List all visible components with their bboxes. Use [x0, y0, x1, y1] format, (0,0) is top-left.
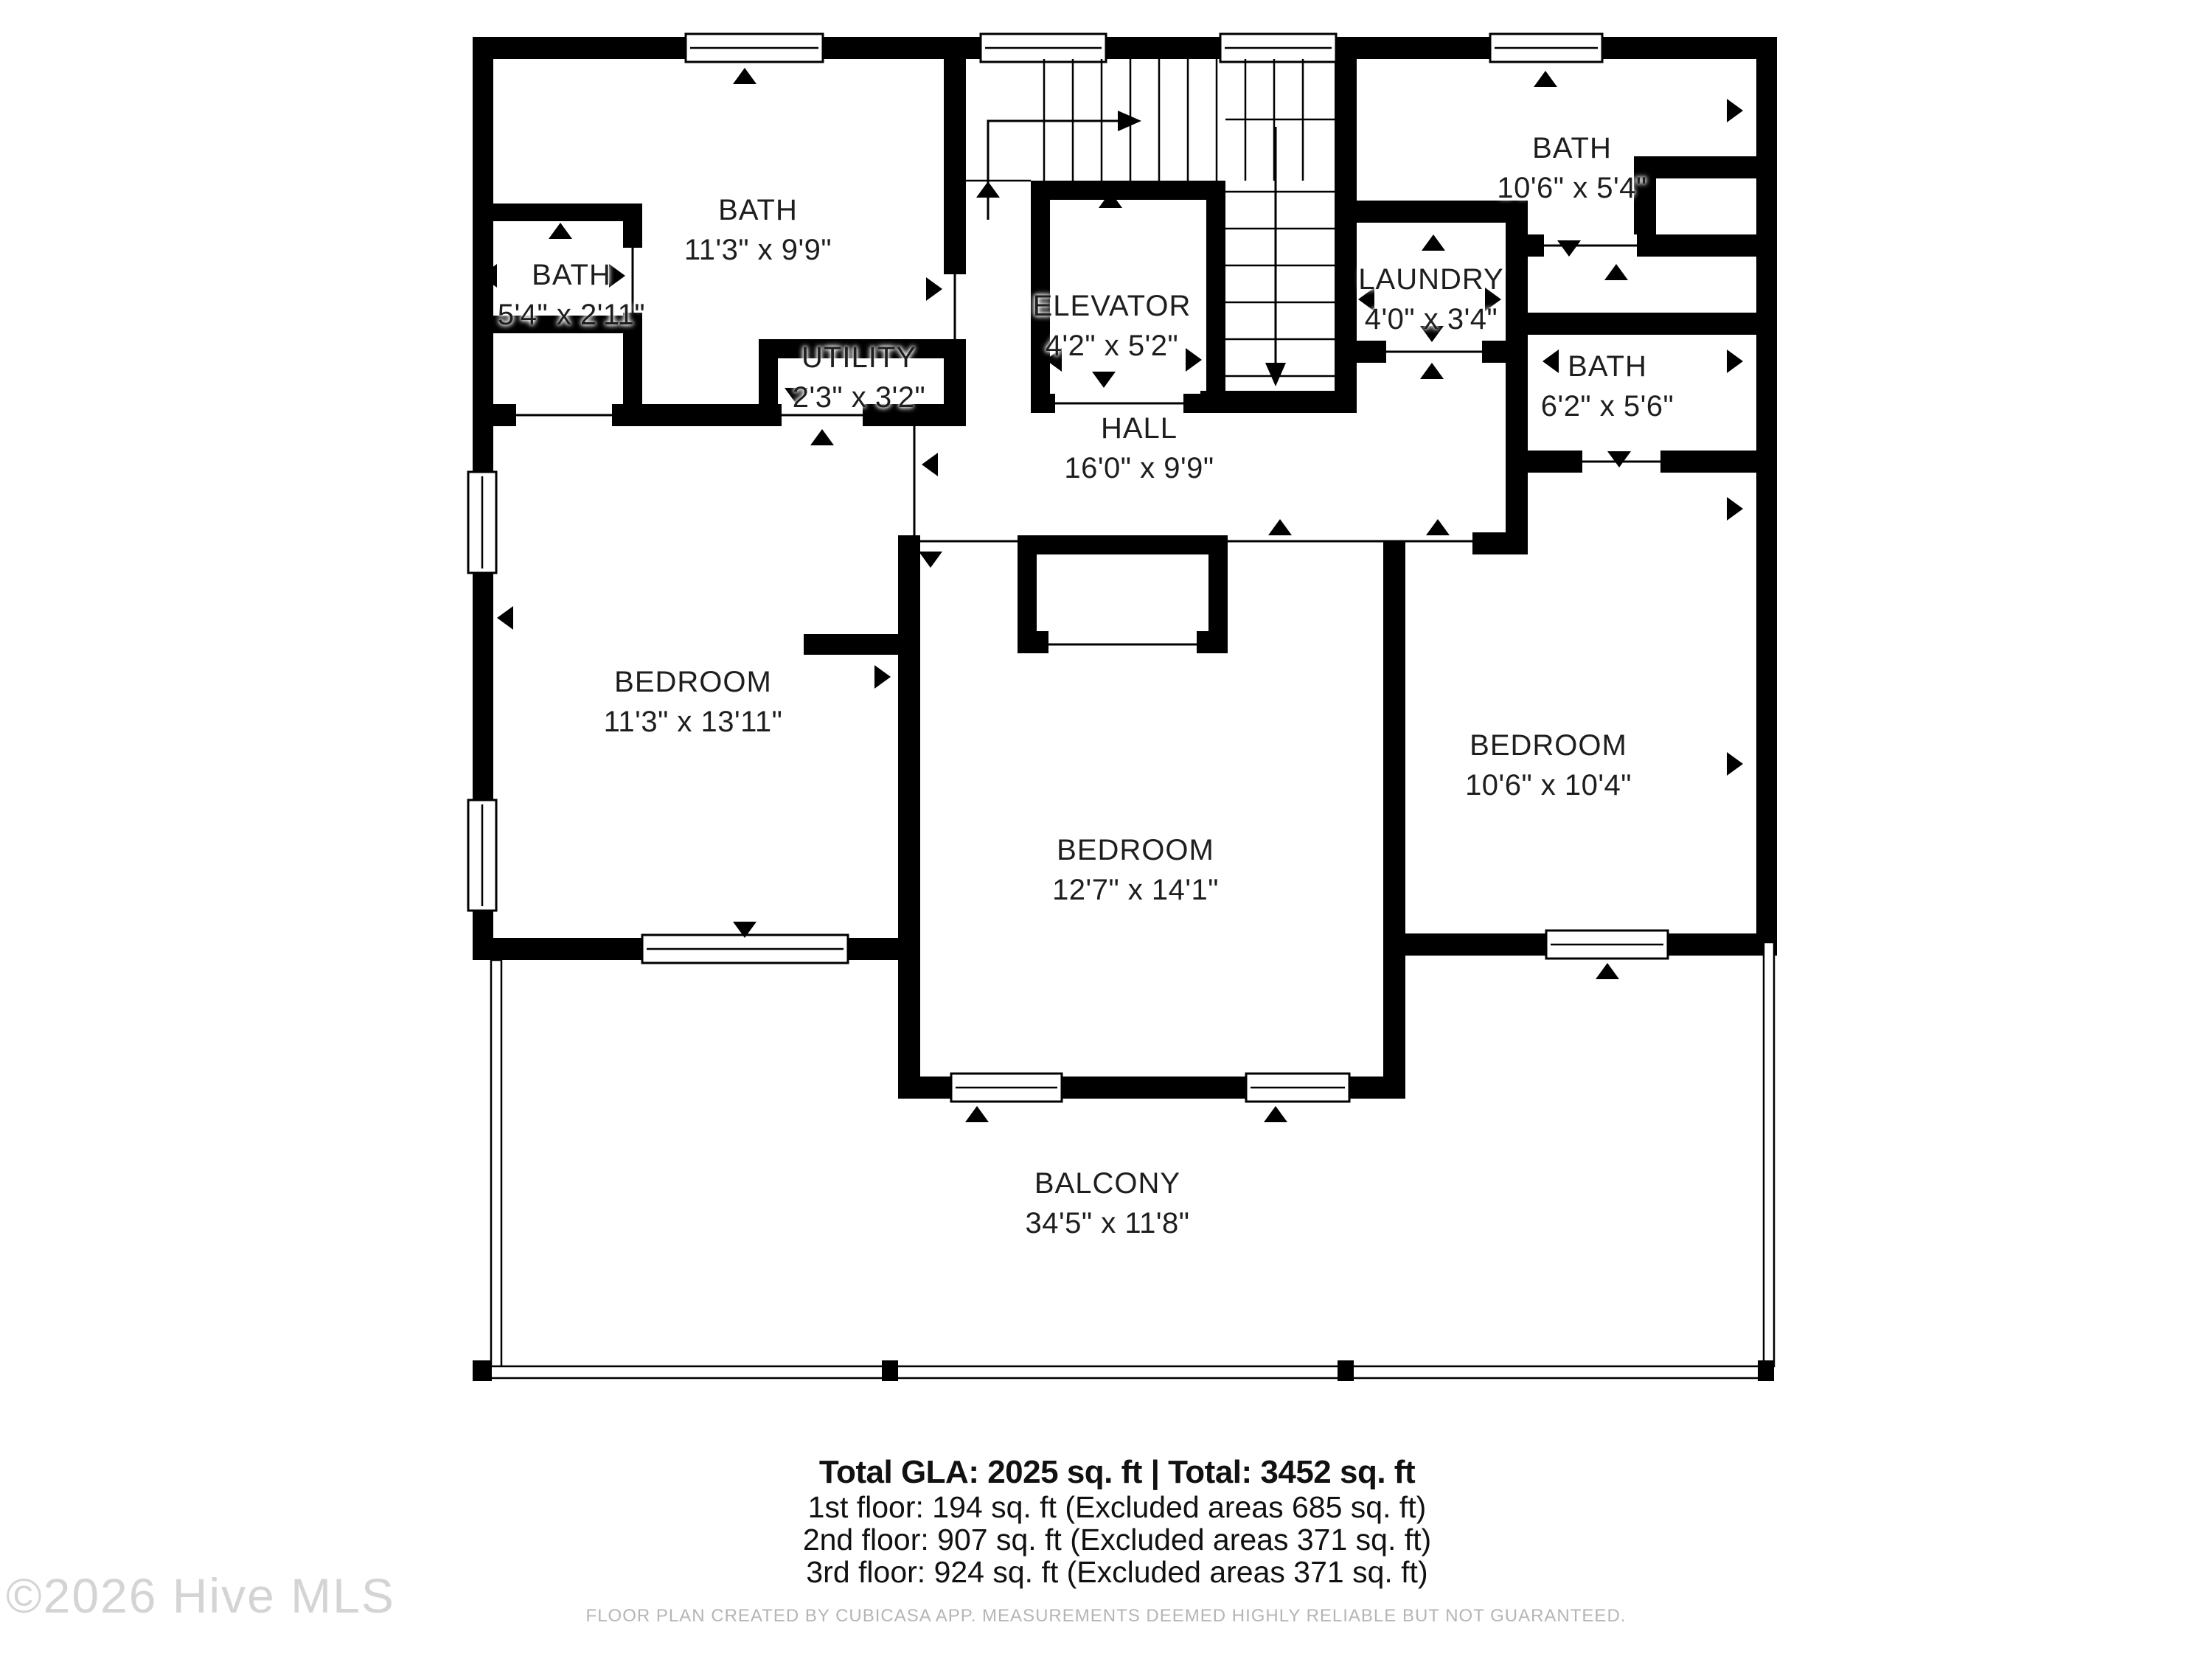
room-name: LAUNDRY [1358, 263, 1504, 296]
mls-watermark: ©2026 Hive MLS [6, 1568, 395, 1623]
room-label-laundry [1358, 260, 1503, 339]
room-label-bedroom-middle [1052, 830, 1219, 910]
room-name: BEDROOM [1470, 729, 1627, 762]
exterior-wall-right [1756, 37, 1777, 942]
room-name: BATH [718, 194, 798, 226]
room-name: BATH [1568, 350, 1647, 383]
room-name: ELEVATOR [1032, 290, 1192, 322]
room-dims: 11'3" x 9'9" [684, 234, 832, 266]
room-label-bath-right [1541, 347, 1674, 426]
room-dims: 4'0" x 3'4" [1364, 303, 1498, 335]
room-label-balcony [1026, 1164, 1190, 1243]
floor-area-line-1: 1st floor: 194 sq. ft (Excluded areas 685 sq. ft) [807, 1490, 1427, 1524]
area-summary [803, 1454, 1431, 1588]
room-name: UTILITY [801, 341, 917, 374]
room-label-elevator [1033, 286, 1192, 366]
total-area-line: Total GLA: 2025 sq. ft | Total: 3452 sq. ft [818, 1454, 1416, 1490]
room-label-utility [793, 338, 925, 417]
room-dims: 11'3" x 13'11" [603, 706, 783, 738]
room-name: BEDROOM [1057, 834, 1214, 866]
room-name: BALCONY [1034, 1167, 1181, 1200]
room-dims: 34'5" x 11'8" [1025, 1207, 1190, 1239]
room-name: BATH [532, 259, 611, 291]
room-label-bedroom-left [604, 662, 783, 742]
room-dims: 4'2" x 5'2" [1045, 330, 1179, 362]
room-name: BATH [1532, 132, 1612, 164]
room-dims: 10'6" x 5'4" [1497, 172, 1647, 204]
floor-area-line-2: 2nd floor: 907 sq. ft (Excluded areas 371 sq. ft) [802, 1523, 1432, 1557]
railing-post [882, 1360, 898, 1381]
balcony-railing [473, 942, 1774, 1381]
stair-down-arrow [1265, 127, 1286, 386]
room-dims: 6'2" x 5'6" [1540, 390, 1674, 422]
room-label-hall [1064, 408, 1214, 488]
room-dims: 5'4" x 2'11" [497, 299, 646, 331]
room-label-bath-upper [684, 190, 832, 270]
room-dims: 16'0" x 9'9" [1064, 452, 1214, 484]
room-name: BEDROOM [614, 666, 772, 698]
closet-wall [1018, 535, 1228, 554]
railing-post [1338, 1360, 1354, 1381]
room-label-bedroom-right [1465, 726, 1632, 805]
room-label-bath-top-right [1497, 128, 1646, 208]
room-dims: 2'3" x 3'2" [792, 381, 926, 414]
room-dims: 10'6" x 10'4" [1465, 769, 1632, 801]
room-label-bath-small [498, 255, 645, 335]
cubicasa-disclaimer: FLOOR PLAN CREATED BY CUBICASA APP. MEASUREMENTS DEEMED HIGHLY RELIABLE BUT NOT GUARANTEED. [585, 1606, 1627, 1626]
room-name: HALL [1100, 412, 1178, 445]
room-dims: 12'7" x 14'1" [1052, 874, 1219, 906]
floor-area-line-3: 3rd floor: 924 sq. ft (Excluded areas 371 sq. ft) [806, 1555, 1428, 1589]
